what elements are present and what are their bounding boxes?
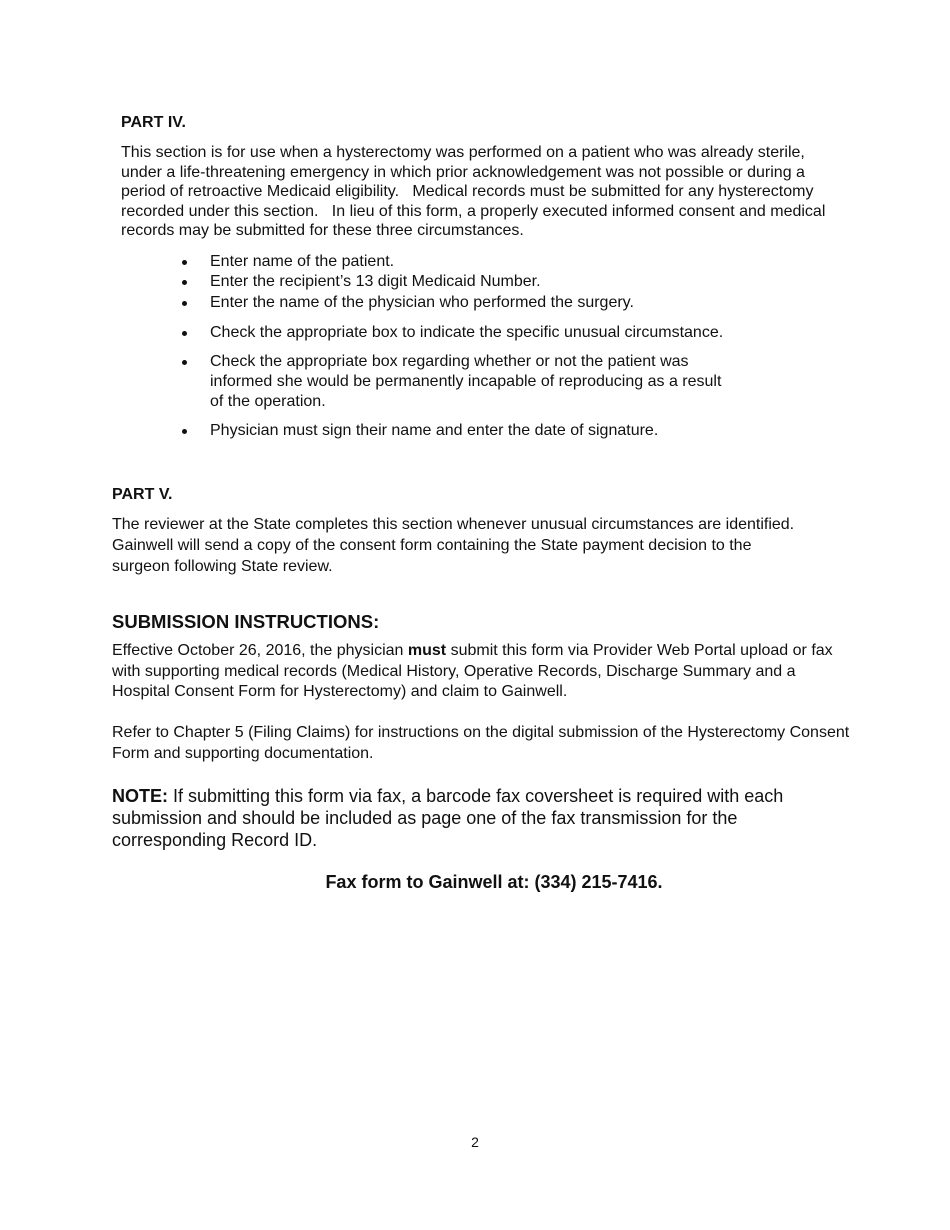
part-iv-paragraph: This section is for use when a hysterectomy was performed on a patient who was already sterile, under a life-threatening emergency in which prior acknowledgement was not possible or during a period of retroactive Medicaid eligibility. Medical records must be submitted for any hysterectomy recorded under this section. In lieu of this form, a properly executed informed consent and medical records may be submitted for these three circumstances. (121, 144, 830, 240)
bullet-icon (182, 301, 187, 306)
list-item (182, 352, 782, 411)
list-item-text: Check the appropriate box to indicate the specific unusual circumstance. (210, 323, 724, 341)
list-item (182, 272, 782, 292)
list-item-text: Check the appropriate box regarding whether or not the patient was informed she would be permanently incapable of reproducing as a result of the operation. (210, 353, 722, 410)
part-iv-instruction-list (182, 252, 782, 441)
list-item (182, 323, 782, 343)
list-item-text: Enter name of the patient. (210, 253, 395, 270)
list-item (182, 252, 782, 272)
list-item-text: Enter the recipient’s 13 digit Medicaid Number. (210, 272, 541, 290)
list-item-text: Physician must sign their name and enter the date of signature. (210, 422, 659, 440)
bullet-icon (182, 331, 187, 336)
emphasis-must: must (407, 642, 447, 659)
filing-claims-paragraph: Refer to Chapter 5 (Filing Claims) for instructions on the digital submission of the Hysterectomy Consent Form and supporting documentation. (112, 724, 850, 762)
list-item-text: Enter the name of the physician who performed the surgery. (210, 294, 634, 312)
fax-number-line: Fax form to Gainwell at: (334) 215-7416. (325, 872, 663, 892)
part-v-paragraph: The reviewer at the State completes this section whenever unusual circumstances are identified. Gainwell will send a copy of the consent form containing the State payment decision to the surgeon following State review. (112, 516, 795, 575)
bullet-icon (182, 260, 187, 265)
submission-text-after: submit this form via Provider Web Portal upload or fax with supporting medical records (Medical History, Operative Records, Discharge Summary and a Hospital Consent Form for Hysterectomy) and claim to Gainwell. (112, 642, 833, 700)
bullet-icon (182, 429, 187, 434)
note-label: NOTE: (112, 786, 168, 806)
submission-instructions-heading: SUBMISSION INSTRUCTIONS: (112, 611, 380, 632)
note-paragraph (112, 785, 832, 851)
page-number: 2 (471, 1134, 479, 1150)
note-text: If submitting this form via fax, a barcode fax coversheet is required with each submission and should be included as page one of the fax transmission for the corresponding Record ID. (112, 786, 784, 850)
submission-text-before: Effective October 26, 2016, the physician (112, 642, 408, 659)
part-v-heading: PART V. (112, 486, 173, 503)
list-item (182, 421, 782, 441)
submission-paragraph (112, 641, 852, 703)
bullet-icon (182, 360, 187, 365)
bullet-icon (182, 280, 187, 285)
list-item (182, 293, 782, 313)
part-iv-heading: PART IV. (121, 114, 186, 131)
